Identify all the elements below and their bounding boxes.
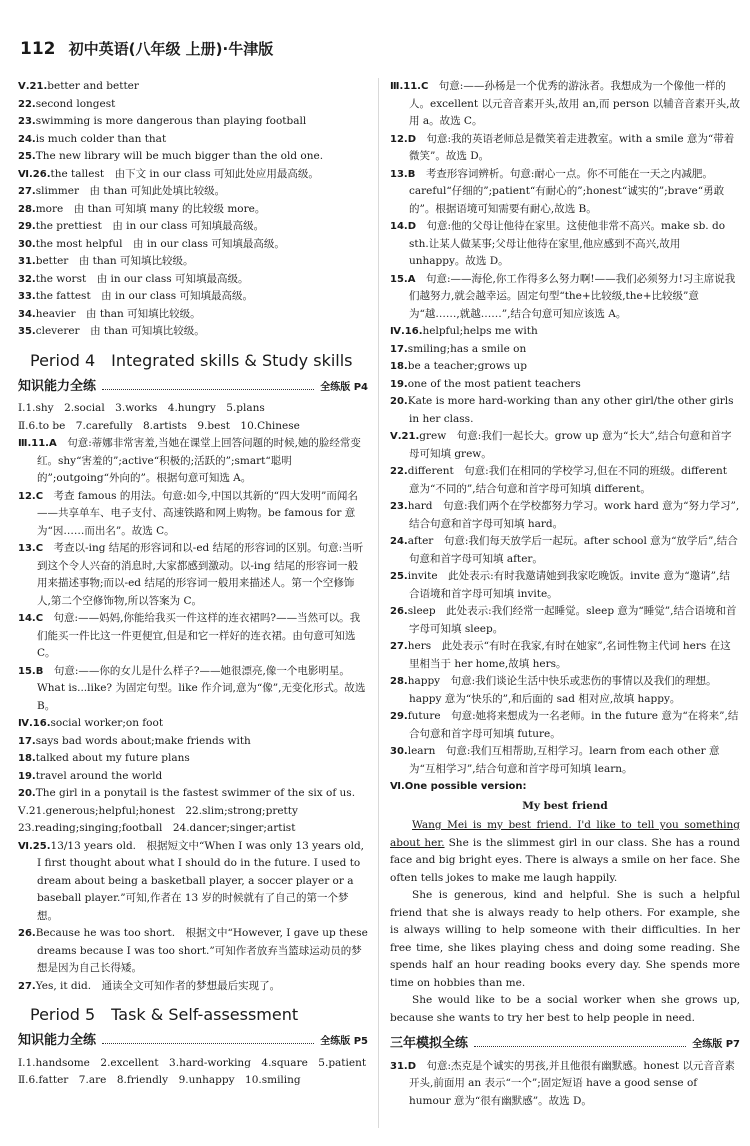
- answer-item: 12.D 句意:我的英语老师总是微笑着走进教室。with a smile 意为“带着微笑”。故选 D。: [390, 132, 735, 162]
- answer-item: 32.the worst 由 in our class 可知填最高级。: [18, 272, 249, 285]
- answer-item: 17.smiling;has a smile on: [390, 342, 527, 355]
- answer-item: 26.Because he was too short. 根据文中“However, I gave up these dreams because I was too short.”可知作者放弃当篮球运动员的梦想是因为自己长得矮。: [18, 927, 368, 974]
- answer-item: 28.happy 句意:我们谈论生活中快乐或悲伤的事情以及我们的理想。happy 意为“快乐的”,和后面的 sad 相对应,故填 happy。: [390, 675, 717, 705]
- period5-title: Period 5 Task & Self-assessment: [30, 1005, 299, 1024]
- answer-item: 28.more 由 than 可知填 many 的比较级 more。: [18, 202, 266, 215]
- answer-item: 14.C 句意:——妈妈,你能给我买一件这样的连衣裙吗?——当然可以。我们能买一件比这一件更便宜,但是和它一样好的连衣裙。由句意可知选 C。: [18, 612, 361, 659]
- essay-paragraph: She is generous, kind and helpful. She is such a helpful friend that she is always ready to help others. For example, she is always willing to help someone with their difficulties. In her free time, she likes playing chess and doing some reading. She spends half an hour reading books every day. She spends more time on hobbies than me.: [390, 889, 740, 989]
- answer-item: 27.slimmer 由 than 可知此处填比较级。: [18, 185, 226, 197]
- answer-item: Ⅴ.21.generous;helpful;honest 22.slim;strong;pretty: [18, 804, 298, 817]
- answer-item: 19.travel around the world: [18, 769, 163, 782]
- answers-period5: [18, 1055, 368, 1090]
- dotted-leader: [102, 1043, 314, 1044]
- section-title: 知识能力全练: [18, 1033, 97, 1048]
- answer-item: 22.different 句意:我们在相同的学校学习,但在不同的班级。different 意为“不同的”,结合句意和首字母可知填 different。: [390, 465, 728, 495]
- essay-label: Ⅵ.One possible version:: [390, 781, 527, 792]
- section-title: 知识能力全练: [18, 378, 97, 394]
- answers-period3-continued: [18, 78, 368, 341]
- answer-item: Ⅳ.16.helpful;helps me with: [390, 325, 538, 337]
- answer-item: 24.is much colder than that: [18, 132, 167, 145]
- answer-item: Ⅵ.25.13/13 years old. 根据短文中“When I was only 13 years old, I first thought about what I should do in the future. I used to dream about being a basketball player, a soccer player or a baseball player.”可知,作者在 13 岁的时候就有了自己的第一个梦想。: [18, 839, 364, 922]
- answer-item: 17.says bad words about;make friends with: [18, 734, 251, 747]
- left-column: [18, 78, 368, 1090]
- section-title: 三年模拟全练: [390, 1036, 469, 1051]
- answer-item: 27.hers 此处表示“有时在我家,有时在她家”,名词性物主代词 hers 在这里相当于 her home,故填 hers。: [390, 640, 731, 670]
- essay-first-line: Wang Mei is my best friend. I'd like to tell you something about her.: [390, 819, 740, 849]
- answers-period5-continued: [390, 78, 740, 778]
- section-page-tag: 全练版 P7: [692, 1039, 740, 1050]
- answers-period4: [18, 400, 368, 995]
- period5-section-header: [18, 1032, 368, 1051]
- answer-item: 26.sleep 此处表示:我们经常一起睡觉。sleep 意为“睡觉”,结合语境和首字母可知填 sleep。: [390, 605, 737, 635]
- answer-item: 31.better 由 than 可知填比较级。: [18, 255, 194, 267]
- answer-item: 22.second longest: [18, 97, 116, 110]
- page-header: [20, 38, 732, 68]
- dotted-leader: [474, 1046, 686, 1047]
- book-title: 初中英语(八年级 上册)·牛津版: [68, 40, 274, 58]
- essay-p1-rest: She is the slimmest girl in our class. She has a round face and big bright eyes. There is always a smile on her face. She often tells jokes to make me laugh happily.: [390, 836, 740, 884]
- answer-item: Ⅴ.21.grew 句意:我们一起长大。grow up 意为“长大”,结合句意和首字母可知填 grew。: [390, 430, 732, 460]
- section-page-tag: 全练版 P5: [320, 1036, 368, 1047]
- answer-item: Ⅳ.16.social worker;on foot: [18, 717, 164, 729]
- answer-item: 23.hard 句意:我们两个在学校都努力学习。work hard 意为“努力学习”,结合句意和首字母可知填 hard。: [390, 500, 740, 530]
- answer-item: 27.Yes, it did. 通读全文可知作者的梦想最后实现了。: [18, 979, 281, 992]
- answer-item: Ⅰ.1.handsome 2.excellent 3.hard-working 4.square 5.patient: [18, 1056, 367, 1069]
- answer-item: 15.A 句意:——海伦,你工作得多么努力啊!——我们必须努力!习主席说我们越努力,就会越幸运。固定句型“the+比较级,the+比较级”意为“越……,就越……”,结合句意可知应该选 A。: [390, 272, 736, 320]
- answer-item: Ⅲ.11.C 句意:——孙杨是一个优秀的游泳者。我想成为一个像他一样的人。excellent 以元音音素开头,故用 an,而 person 以辅音音素开头,故用 a。故选 C。: [390, 80, 740, 127]
- answer-item: Ⅴ.21.better and better: [18, 80, 139, 92]
- answer-item: 31.D 句意:杰克是个诚实的男孩,并且他很有幽默感。honest 以元音音素开头,前面用 an 表示“一个”;固定短语 have a good sense of humour 意为“很有幽默感”。故选 D。: [390, 1059, 735, 1107]
- answer-item: 25.The new library will be much bigger than the old one.: [18, 150, 324, 162]
- answer-item: 34.heavier 由 than 可知填比较级。: [18, 307, 201, 320]
- essay-paragraph: She would like to be a social worker when she grows up, because she wants to try her best to help people in need.: [390, 994, 740, 1024]
- answer-item: 35.cleverer 由 than 可知填比较级。: [18, 325, 205, 337]
- essay-paragraph: [390, 817, 740, 887]
- right-column: [390, 78, 740, 1110]
- section-page-tag: 全练版 P4: [320, 381, 368, 393]
- answer-item: 14.D 句意:他的父母让他待在家里。这使他非常不高兴。make sb. do sth.让某人做某事;父母让他待在家里,他应感到不高兴,故用 unhappy。故选 D。: [390, 220, 726, 267]
- answer-item: 20.The girl in a ponytail is the fastest swimmer of the six of us.: [18, 787, 356, 799]
- answer-item: 25.invite 此处表示:有时我邀请她到我家吃晚饭。invite 意为“邀请”,结合语境和首字母可知填 invite。: [390, 570, 730, 600]
- answer-item: 18.talked about my future plans: [18, 752, 190, 764]
- answer-item: 29.the prettiest 由 in our class 可知填最高级。: [18, 220, 265, 232]
- answer-item: 20.Kate is more hard-working than any other girl/the other girls in her class.: [390, 395, 734, 425]
- answer-item: 30.learn 句意:我们互相帮助,互相学习。learn from each other 意为“互相学习”,结合句意和首字母可知填 learn。: [390, 745, 720, 775]
- answer-item: 13.C 考查以-ing 结尾的形容词和以-ed 结尾的形容词的区别。句意:当听到这个令人兴奋的消息时,大家都感到激动。以-ing 结尾的形容词一般用来描述事物;而以-ed 结尾的形容词一般用来描述人。第一个空修饰人,第二个空修饰物,所以答案为 C。: [18, 542, 364, 607]
- answer-item: Ⅲ.11.A 句意:蒂娜非常害羞,当她在课堂上回答问题的时候,她的脸经常变红。shy“害羞的”;active“积极的;活跃的”;smart“聪明的”;outgoing“外向的”。根据句意可知选 A。: [18, 437, 361, 484]
- answer-item: Ⅰ.1.shy 2.social 3.works 4.hungry 5.plans: [18, 402, 265, 414]
- answer-item: 33.the fattest 由 in our class 可知填最高级。: [18, 290, 254, 302]
- answer-item: Ⅱ.6.fatter 7.are 8.friendly 9.unhappy 10.smiling: [18, 1074, 301, 1086]
- section3-header: [390, 1035, 740, 1054]
- answer-item: 23.swimming is more dangerous than playing football: [18, 115, 307, 127]
- answer-item: 24.after 句意:我们每天放学后一起玩。after school 意为“放学后”,结合句意和首字母可知填 after。: [390, 535, 738, 565]
- answer-item: Ⅱ.6.to be 7.carefully 8.artists 9.best 10.Chinese: [18, 419, 300, 432]
- essay-title: My best friend: [522, 799, 608, 812]
- answer-item: 29.future 句意:她将来想成为一名老师。in the future 意为“在将来”,结合句意和首字母可知填 future。: [390, 710, 739, 740]
- answer-item: 19.one of the most patient teachers: [390, 377, 581, 390]
- answer-item: 15.B 句意:——你的女儿是什么样子?——她很漂亮,像一个电影明星。What is...like? 为固定句型。like 作介词,意为“像”,无变化形式。故选 B。: [18, 664, 366, 712]
- answer-item: 12.C 考查 famous 的用法。句意:如今,中国以其新的“四大发明”而闻名——共享单车、电子支付、高速铁路和网上购物。be famous for 意为“因……而出名”。故选 C。: [18, 489, 358, 537]
- answer-item: 30.the most helpful 由 in our class 可知填最高级。: [18, 237, 285, 250]
- dotted-leader: [102, 389, 314, 390]
- answer-item: 13.B 考查形容词辨析。句意:耐心一点。你不可能在一天之内减肥。careful“仔细的”;patient“有耐心的”;honest“诚实的”;brave“勇敢的”。根据语境可知需要有耐心,故选 B。: [390, 167, 725, 215]
- answer-item: 23.reading;singing;football 24.dancer;singer;artist: [18, 822, 296, 834]
- period4-title: Period 4 Integrated skills & Study skills: [30, 350, 353, 370]
- page-number: 112: [20, 39, 56, 59]
- period4-section-header: [18, 378, 368, 397]
- answer-item: Ⅵ.26.the tallest 由下文 in our class 可知此处应用最高级。: [18, 167, 319, 180]
- answer-item: 18.be a teacher;grows up: [390, 360, 527, 372]
